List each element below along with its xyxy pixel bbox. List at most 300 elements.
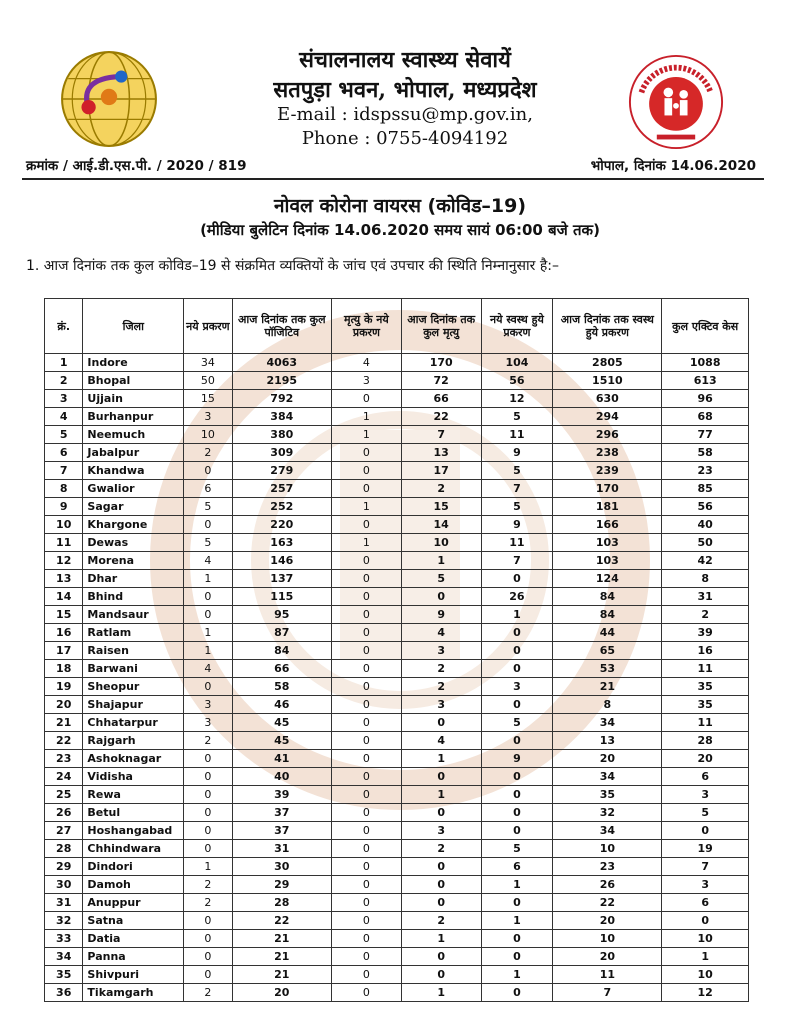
table-row [45,354,749,372]
cell-new-recovered: 56 [481,372,553,390]
cell-total-deaths: 0 [401,858,481,876]
cell-serial: 23 [45,750,83,768]
cell-new-recovered: 0 [481,786,553,804]
cell-new-cases: 0 [184,804,232,822]
cell-active-cases: 96 [662,390,749,408]
cell-total-deaths: 14 [401,516,481,534]
cell-new-cases: 10 [184,426,232,444]
intro-text: 1. आज दिनांक तक कुल कोविड–19 से संक्रमित व्यक्तियों के जांच एवं उपचार की स्थिति निम्नानुसार है:– [26,258,559,274]
cell-new-recovered: 0 [481,642,553,660]
cell-total-deaths: 0 [401,588,481,606]
cell-total-recovered: 294 [553,408,662,426]
cell-total-recovered: 296 [553,426,662,444]
cell-new-cases: 50 [184,372,232,390]
place-date: भोपाल, दिनांक 14.06.2020 [590,158,756,174]
cell-total-deaths: 0 [401,876,481,894]
cell-serial: 2 [45,372,83,390]
table-row [45,660,749,678]
cell-new-deaths: 0 [331,750,401,768]
cell-new-deaths: 0 [331,984,401,1002]
cell-new-cases: 1 [184,858,232,876]
cell-new-recovered: 11 [481,534,553,552]
cell-total-positive: 37 [232,822,331,840]
table-row [45,858,749,876]
cell-active-cases: 35 [662,696,749,714]
cell-total-positive: 39 [232,786,331,804]
cell-new-cases: 4 [184,552,232,570]
cell-new-cases: 0 [184,750,232,768]
cell-new-cases: 1 [184,642,232,660]
cell-new-deaths: 0 [331,588,401,606]
cell-total-recovered: 35 [553,786,662,804]
table-row [45,570,749,588]
cell-total-positive: 87 [232,624,331,642]
cell-total-deaths: 0 [401,714,481,732]
cell-district: Anuppur [83,894,184,912]
cell-new-cases: 4 [184,660,232,678]
cell-active-cases: 6 [662,894,749,912]
cell-serial: 4 [45,408,83,426]
cell-district: Gwalior [83,480,184,498]
cell-serial: 22 [45,732,83,750]
cell-new-deaths: 0 [331,390,401,408]
cell-active-cases: 1 [662,948,749,966]
cell-new-recovered: 0 [481,948,553,966]
cell-total-positive: 66 [232,660,331,678]
cell-total-deaths: 2 [401,840,481,858]
cell-serial: 19 [45,678,83,696]
reference-number: क्रमांक / आई.डी.एस.पी. / 2020 / 819 [26,158,247,174]
cell-total-deaths: 2 [401,912,481,930]
cell-district: Neemuch [83,426,184,444]
cell-total-positive: 37 [232,804,331,822]
table-row [45,426,749,444]
cell-new-recovered: 7 [481,552,553,570]
cell-active-cases: 10 [662,966,749,984]
cell-total-recovered: 239 [553,462,662,480]
cell-district: Burhanpur [83,408,184,426]
cell-active-cases: 6 [662,768,749,786]
cell-new-deaths: 0 [331,624,401,642]
cell-serial: 10 [45,516,83,534]
cell-total-recovered: 103 [553,552,662,570]
cell-new-cases: 0 [184,840,232,858]
cell-active-cases: 68 [662,408,749,426]
cell-total-positive: 21 [232,948,331,966]
phone-line: Phone : 0755-4094192 [301,128,509,149]
cell-total-recovered: 10 [553,840,662,858]
cell-total-deaths: 7 [401,426,481,444]
cell-total-positive: 4063 [232,354,331,372]
cell-district: Dhar [83,570,184,588]
cell-total-positive: 22 [232,912,331,930]
cell-new-cases: 3 [184,696,232,714]
cell-active-cases: 19 [662,840,749,858]
cell-total-deaths: 0 [401,966,481,984]
cell-total-recovered: 23 [553,858,662,876]
cell-new-cases: 0 [184,588,232,606]
cell-new-cases: 6 [184,480,232,498]
cell-district: Chhindwara [83,840,184,858]
covid-district-table [44,298,749,1002]
cell-total-recovered: 53 [553,660,662,678]
cell-total-recovered: 20 [553,948,662,966]
cell-new-recovered: 0 [481,930,553,948]
cell-new-recovered: 0 [481,822,553,840]
cell-district: Sagar [83,498,184,516]
cell-total-recovered: 103 [553,534,662,552]
cell-new-deaths: 0 [331,570,401,588]
cell-serial: 13 [45,570,83,588]
cell-active-cases: 23 [662,462,749,480]
cell-new-deaths: 0 [331,462,401,480]
cell-total-positive: 792 [232,390,331,408]
cell-new-deaths: 0 [331,642,401,660]
table-row [45,552,749,570]
cell-serial: 15 [45,606,83,624]
cell-new-cases: 15 [184,390,232,408]
cell-new-recovered: 0 [481,570,553,588]
cell-total-positive: 380 [232,426,331,444]
cell-total-deaths: 0 [401,894,481,912]
cell-new-cases: 5 [184,498,232,516]
cell-new-deaths: 0 [331,768,401,786]
cell-new-deaths: 1 [331,426,401,444]
cell-total-positive: 279 [232,462,331,480]
cell-serial: 8 [45,480,83,498]
cell-district: Jabalpur [83,444,184,462]
cell-total-recovered: 20 [553,750,662,768]
cell-total-recovered: 8 [553,696,662,714]
table-row [45,804,749,822]
cell-active-cases: 31 [662,588,749,606]
cell-new-recovered: 5 [481,408,553,426]
cell-district: Ratlam [83,624,184,642]
col-district: जिला [83,299,184,354]
cell-serial: 29 [45,858,83,876]
cell-serial: 14 [45,588,83,606]
cell-total-deaths: 22 [401,408,481,426]
cell-total-deaths: 2 [401,678,481,696]
cell-total-deaths: 3 [401,696,481,714]
bulletin-subtitle: (मीडिया बुलेटिन दिनांक 14.06.2020 समय सायं 06:00 बजे तक) [200,221,600,239]
cell-district: Dindori [83,858,184,876]
table-row [45,894,749,912]
cell-new-cases: 34 [184,354,232,372]
cell-serial: 27 [45,822,83,840]
cell-district: Chhatarpur [83,714,184,732]
cell-new-deaths: 0 [331,840,401,858]
table-row [45,480,749,498]
cell-total-recovered: 34 [553,768,662,786]
cell-total-positive: 384 [232,408,331,426]
cell-active-cases: 11 [662,714,749,732]
cell-new-recovered: 9 [481,516,553,534]
table-row [45,930,749,948]
cell-total-deaths: 3 [401,642,481,660]
cell-total-deaths: 5 [401,570,481,588]
cell-serial: 18 [45,660,83,678]
cell-district: Rewa [83,786,184,804]
cell-total-recovered: 630 [553,390,662,408]
cell-new-recovered: 9 [481,750,553,768]
table-row [45,966,749,984]
cell-new-recovered: 5 [481,840,553,858]
cell-active-cases: 2 [662,606,749,624]
cell-total-recovered: 11 [553,966,662,984]
cell-total-positive: 257 [232,480,331,498]
table-row [45,516,749,534]
cell-total-recovered: 34 [553,822,662,840]
cell-serial: 6 [45,444,83,462]
cell-new-recovered: 1 [481,606,553,624]
cell-district: Tikamgarh [83,984,184,1002]
cell-total-recovered: 10 [553,930,662,948]
cell-district: Panna [83,948,184,966]
col-new-recovered: नये स्वस्थ हुये प्रकरण [481,299,553,354]
table-row [45,714,749,732]
table-row [45,948,749,966]
cell-total-positive: 2195 [232,372,331,390]
cell-total-recovered: 166 [553,516,662,534]
cell-new-deaths: 0 [331,804,401,822]
cell-total-positive: 28 [232,894,331,912]
cell-district: Betul [83,804,184,822]
cell-district: Barwani [83,660,184,678]
table-row [45,786,749,804]
col-new-deaths: मृत्यु के नये प्रकरण [331,299,401,354]
cell-total-positive: 95 [232,606,331,624]
cell-total-deaths: 2 [401,660,481,678]
cell-district: Vidisha [83,768,184,786]
cell-serial: 11 [45,534,83,552]
cell-new-cases: 0 [184,678,232,696]
cell-new-recovered: 0 [481,624,553,642]
cell-active-cases: 85 [662,480,749,498]
cell-total-deaths: 10 [401,534,481,552]
cell-serial: 30 [45,876,83,894]
table-row [45,732,749,750]
cell-serial: 28 [45,840,83,858]
cell-total-positive: 137 [232,570,331,588]
cell-total-deaths: 15 [401,498,481,516]
table-row [45,642,749,660]
cell-serial: 26 [45,804,83,822]
cell-district: Ujjain [83,390,184,408]
cell-total-recovered: 7 [553,984,662,1002]
cell-active-cases: 12 [662,984,749,1002]
cell-serial: 3 [45,390,83,408]
table-row [45,822,749,840]
cell-new-recovered: 0 [481,732,553,750]
cell-district: Indore [83,354,184,372]
cell-new-recovered: 12 [481,390,553,408]
cell-total-deaths: 3 [401,822,481,840]
cell-district: Raisen [83,642,184,660]
table-row [45,498,749,516]
cell-total-positive: 21 [232,966,331,984]
cell-district: Sheopur [83,678,184,696]
cell-total-recovered: 13 [553,732,662,750]
cell-total-recovered: 1510 [553,372,662,390]
cell-total-deaths: 66 [401,390,481,408]
cell-new-recovered: 26 [481,588,553,606]
cell-total-recovered: 2805 [553,354,662,372]
cell-district: Hoshangabad [83,822,184,840]
cell-serial: 7 [45,462,83,480]
cell-new-deaths: 1 [331,408,401,426]
cell-new-cases: 1 [184,570,232,588]
cell-new-recovered: 0 [481,804,553,822]
cell-new-recovered: 0 [481,768,553,786]
cell-new-recovered: 6 [481,858,553,876]
cell-total-recovered: 84 [553,588,662,606]
cell-new-cases: 0 [184,462,232,480]
cell-active-cases: 11 [662,660,749,678]
cell-total-positive: 29 [232,876,331,894]
cell-total-positive: 58 [232,678,331,696]
cell-new-deaths: 0 [331,696,401,714]
cell-new-cases: 3 [184,408,232,426]
cell-district: Shivpuri [83,966,184,984]
cell-total-deaths: 13 [401,444,481,462]
cell-district: Damoh [83,876,184,894]
cell-serial: 31 [45,894,83,912]
cell-total-recovered: 181 [553,498,662,516]
cell-total-recovered: 124 [553,570,662,588]
cell-active-cases: 58 [662,444,749,462]
cell-total-recovered: 65 [553,642,662,660]
cell-new-deaths: 4 [331,354,401,372]
table-row [45,534,749,552]
cell-new-deaths: 0 [331,714,401,732]
cell-new-cases: 2 [184,984,232,1002]
cell-total-positive: 220 [232,516,331,534]
cell-district: Satna [83,912,184,930]
cell-active-cases: 10 [662,930,749,948]
cell-new-deaths: 1 [331,498,401,516]
cell-active-cases: 40 [662,516,749,534]
cell-new-recovered: 0 [481,894,553,912]
cell-serial: 9 [45,498,83,516]
cell-total-recovered: 21 [553,678,662,696]
cell-new-deaths: 0 [331,606,401,624]
cell-district: Morena [83,552,184,570]
cell-new-deaths: 0 [331,912,401,930]
cell-district: Bhopal [83,372,184,390]
cell-active-cases: 5 [662,804,749,822]
cell-total-positive: 20 [232,984,331,1002]
cell-serial: 16 [45,624,83,642]
cell-serial: 12 [45,552,83,570]
cell-new-deaths: 0 [331,444,401,462]
cell-new-cases: 0 [184,948,232,966]
cell-new-cases: 3 [184,714,232,732]
cell-serial: 33 [45,930,83,948]
cell-district: Mandsaur [83,606,184,624]
cell-new-recovered: 0 [481,696,553,714]
cell-total-positive: 45 [232,732,331,750]
cell-serial: 1 [45,354,83,372]
cell-total-recovered: 20 [553,912,662,930]
cell-new-cases: 0 [184,966,232,984]
cell-new-recovered: 5 [481,462,553,480]
cell-active-cases: 7 [662,858,749,876]
bulletin-title: नोवल कोरोना वायरस (कोविड–19) [273,195,527,217]
cell-new-deaths: 0 [331,480,401,498]
table-row [45,444,749,462]
table-row [45,624,749,642]
col-serial: क्रं. [45,299,83,354]
table-row [45,372,749,390]
cell-new-deaths: 0 [331,894,401,912]
cell-active-cases: 613 [662,372,749,390]
cell-active-cases: 3 [662,876,749,894]
cell-new-deaths: 0 [331,930,401,948]
col-total-recovered: आज दिनांक तक स्वस्थ हुये प्रकरण [553,299,662,354]
header-divider [22,178,764,180]
cell-active-cases: 1088 [662,354,749,372]
cell-active-cases: 20 [662,750,749,768]
cell-total-deaths: 4 [401,732,481,750]
table-row [45,876,749,894]
cell-active-cases: 42 [662,552,749,570]
cell-active-cases: 3 [662,786,749,804]
cell-total-recovered: 44 [553,624,662,642]
cell-new-deaths: 0 [331,822,401,840]
cell-serial: 35 [45,966,83,984]
cell-total-positive: 31 [232,840,331,858]
table-header-row [45,299,749,354]
cell-total-recovered: 34 [553,714,662,732]
cell-total-deaths: 1 [401,984,481,1002]
table-row [45,912,749,930]
cell-total-positive: 115 [232,588,331,606]
cell-active-cases: 8 [662,570,749,588]
col-total-positive: आज दिनांक तक कुल पॉजिटिव [232,299,331,354]
cell-serial: 34 [45,948,83,966]
table-row [45,768,749,786]
cell-new-cases: 0 [184,786,232,804]
cell-serial: 21 [45,714,83,732]
cell-active-cases: 50 [662,534,749,552]
cell-total-deaths: 4 [401,624,481,642]
cell-active-cases: 28 [662,732,749,750]
cell-active-cases: 35 [662,678,749,696]
cell-new-deaths: 0 [331,786,401,804]
directorate-name: संचालनालय स्वास्थ्य सेवायें [299,47,511,73]
cell-new-cases: 0 [184,930,232,948]
cell-total-positive: 309 [232,444,331,462]
cell-new-deaths: 0 [331,876,401,894]
cell-serial: 36 [45,984,83,1002]
table-row [45,462,749,480]
cell-active-cases: 0 [662,912,749,930]
cell-new-cases: 0 [184,912,232,930]
cell-district: Rajgarh [83,732,184,750]
cell-total-deaths: 9 [401,606,481,624]
cell-total-deaths: 1 [401,930,481,948]
cell-total-positive: 252 [232,498,331,516]
cell-new-deaths: 0 [331,552,401,570]
cell-serial: 17 [45,642,83,660]
nrhm-logo [628,54,724,150]
cell-total-deaths: 72 [401,372,481,390]
col-new-cases: नये प्रकरण [184,299,232,354]
cell-total-deaths: 170 [401,354,481,372]
cell-new-deaths: 0 [331,660,401,678]
cell-new-deaths: 0 [331,732,401,750]
